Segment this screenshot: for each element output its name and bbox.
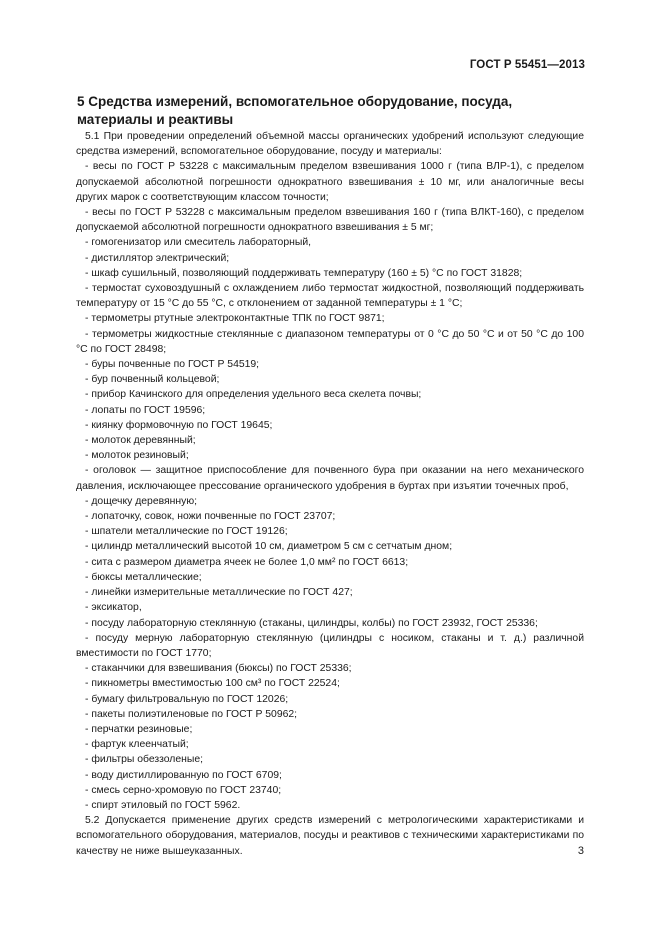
list-item: - термометры жидкостные стеклянные с диапазоном температуры от 0 °С до 50 °С и от 50 °С до 100 °С по ГОСТ 28498; [76,328,584,355]
list-item: - бур почвенный кольцевой; [85,374,220,386]
list-item: - шкаф сушильный, позволяющий поддерживать температуру (160 ± 5) °С по ГОСТ 31828; [85,267,523,279]
list-item: - фартук клеенчатый; [85,739,189,751]
list-item: - перчатки резиновые; [85,723,193,735]
list-item: - цилиндр металлический высотой 10 см, диаметром 5 см с сетчатым дном; [85,541,453,553]
list-item: - линейки измерительные металлические по ГОСТ 427; [85,587,353,599]
clause-5-2: 5.2 Допускается применение других средств измерений с метрологическими характеристиками и вспомогательного оборудования, материалов, посуды и реактивов с техническими характеристиками по качеству не ниже вышеуказанных. [76,815,584,857]
list-item: - гомогенизатор или смеситель лабораторный, [85,237,312,249]
list-item: - киянку формовочную по ГОСТ 19645; [85,419,273,431]
list-item: - сита с размером диаметра ячеек не более 1,0 мм² по ГОСТ 6613; [85,556,409,568]
section-title: 5 Средства измерений, вспомогательное оборудование, посуда, материалы и реактивы [77,94,513,127]
list-item: - лопаты по ГОСТ 19596; [85,404,206,416]
list-item: - бумагу фильтровальную по ГОСТ 12026; [85,693,289,705]
list-item: - бюксы металлические; [85,571,202,583]
list-item: - весы по ГОСТ Р 53228 с максимальным пределом взвешивания 160 г (типа ВЛКТ-160), с пределом допускаемой абсолютной погрешности однократного взвешивания ± 5 мг; [76,207,584,234]
clause-5-1-intro: 5.1 При проведении определений объемной массы органических удобрений используют следующие средства измерений, вспомогательное оборудование, посуду и материалы: [76,131,584,158]
list-item: - термометры ртутные электроконтактные ТПК по ГОСТ 9871; [85,313,385,325]
list-item: - воду дистиллированную по ГОСТ 6709; [85,769,282,781]
list-item: - дощечку деревянную; [85,495,197,507]
list-item: - прибор Качинского для определения удельного веса скелета почвы; [85,389,422,401]
list-item: - термостат суховоздушный с охлаждением либо термостат жидкостной, позволяющий поддерживать температуру от 15 °С до 55 °С, с отклонением от заданной температуры ± 1 °С; [76,283,584,310]
list-item: - посуду лабораторную стеклянную (стаканы, цилиндры, колбы) по ГОСТ 23932, ГОСТ 25336; [85,617,538,629]
list-item: - лопаточку, совок, ножи почвенные по ГОСТ 23707; [85,511,336,523]
list-item: - молоток деревянный; [85,435,196,447]
list-item: - дистиллятор электрический; [85,252,230,264]
list-item: - спирт этиловый по ГОСТ 5962. [85,799,241,811]
list-item: - буры почвенные по ГОСТ Р 54519; [85,359,260,371]
list-item: - шпатели металлические по ГОСТ 19126; [85,526,288,538]
list-item: - оголовок — защитное приспособление для почвенного бура при оказании на него механического давления, исключающее прессование органического удобрения в буртах при изъятии точечных проб, [76,465,584,492]
list-item: - стаканчики для взвешивания (бюксы) по ГОСТ 25336; [85,663,352,675]
list-item: - пикнометры вместимостью 100 см³ по ГОСТ 22524; [85,678,340,690]
equipment-list [76,159,584,813]
list-item: - посуду мерную лабораторную стеклянную (цилиндры с носиком, стаканы и т. д.) различной вместимости по ГОСТ 1770; [76,632,584,659]
page-number: 3 [577,845,584,857]
list-item: - весы по ГОСТ Р 53228 с максимальным пределом взвешивания 1000 г (типа ВЛР-1), с пределом допускаемой абсолютной погрешности однократного взвешивания ± 10 мг, или аналогичные весы других марок с соответствующим классом точности; [76,161,584,203]
list-item: - смесь серно-хромовую по ГОСТ 23740; [85,784,282,796]
list-item: - эксикатор, [85,602,142,614]
list-item: - молоток резиновый; [85,450,189,462]
list-item: - пакеты полиэтиленовые по ГОСТ Р 50962; [85,708,298,720]
document-code: ГОСТ Р 55451—2013 [469,59,585,71]
document-body [76,129,584,859]
list-item: - фильтры обеззоленые; [85,754,203,766]
